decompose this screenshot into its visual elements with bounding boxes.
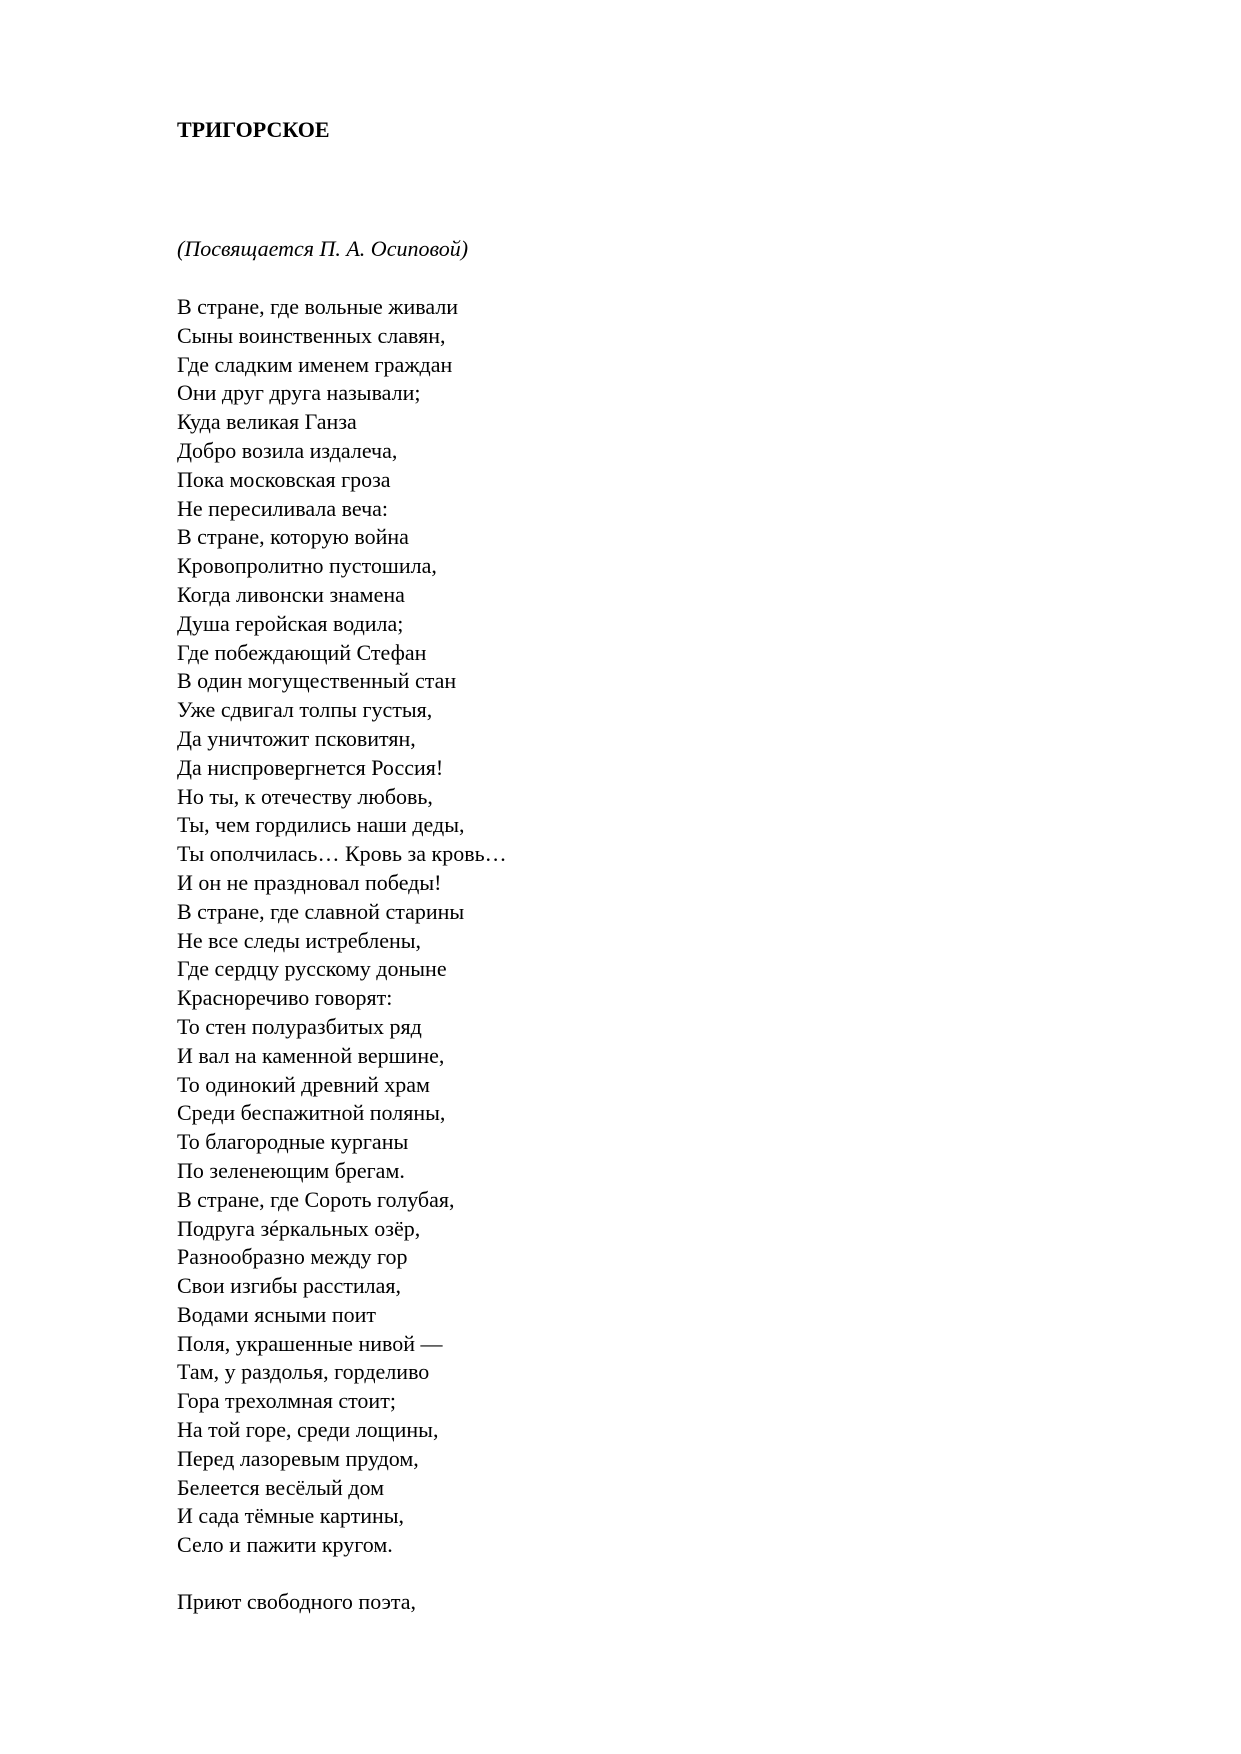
- poem-line: По зеленеющим брегам.: [177, 1157, 405, 1183]
- poem-line: Там, у раздолья, горделиво: [177, 1359, 430, 1385]
- poem-line: На той горе, среди лощины,: [177, 1417, 439, 1443]
- poem-line: Сыны воинственных славян,: [177, 322, 446, 348]
- poem-line: В стране, которую война: [177, 524, 409, 550]
- poem-line: Уже сдвигал толпы густыя,: [177, 697, 433, 723]
- poem-line: То благородные курганы: [177, 1129, 409, 1155]
- poem-line: И он не праздновал победы!: [177, 869, 442, 895]
- poem-line: И вал на каменной вершине,: [177, 1042, 445, 1068]
- poem-line: Когда ливонски знамена: [177, 581, 405, 607]
- poem-line: Но ты, к отечеству любовь,: [177, 783, 433, 809]
- poem-line: И сада тёмные картины,: [177, 1503, 405, 1529]
- poem-line: То стен полуразбитых ряд: [177, 1013, 422, 1039]
- poem-line: Не пересиливала веча:: [177, 495, 389, 521]
- poem-line: Свои изгибы расстилая,: [177, 1273, 401, 1299]
- poem-line: В стране, где вольные живали: [177, 294, 459, 319]
- poem-line: Душа геройская водила;: [177, 610, 404, 636]
- poem-dedication: (Посвящается П. А. Осиповой): [177, 236, 469, 261]
- poem-line: Подруга зéркальных озёр,: [177, 1215, 421, 1241]
- poem-title: ТРИГОРСКОЕ: [177, 117, 330, 142]
- poem-line: Водами ясными поит: [177, 1301, 376, 1327]
- poem-line: Пока московская гроза: [177, 466, 391, 492]
- poem-line: В стране, где славной старины: [177, 898, 465, 924]
- poem-line: Где побеждающий Стефан: [177, 639, 427, 665]
- poem-line: Да ниспровергнется Россия!: [177, 754, 444, 780]
- poem-line: В стране, где Сороть голубая,: [177, 1186, 455, 1212]
- poem-line: Ты ополчилась… Кровь за кровь…: [177, 841, 507, 867]
- poem-line: Разнообразно между гор: [177, 1244, 408, 1270]
- poem-line: Добро возила издалеча,: [177, 437, 398, 463]
- poem-line: Да уничтожит псковитян,: [177, 725, 416, 751]
- poem-line: Приют свободного поэта,: [177, 1589, 417, 1614]
- poem-line: Где сердцу русскому доныне: [177, 956, 447, 982]
- poem-line: Кровопролитно пустошила,: [177, 553, 437, 579]
- poem-line: Село и пажити кругом.: [177, 1532, 393, 1558]
- poem-line: Красноречиво говорят:: [177, 985, 393, 1011]
- poem-line: Белеется весёлый дом: [177, 1474, 385, 1500]
- poem-line: Перед лазоревым прудом,: [177, 1445, 419, 1471]
- poem-line: Среди беспажитной поляны,: [177, 1100, 446, 1126]
- poem-line: В один могущественный стан: [177, 668, 457, 694]
- poem-line: Не все следы истреблены,: [177, 927, 422, 953]
- stanza-1: [177, 293, 507, 1560]
- stanza-2: [177, 1588, 416, 1617]
- poem-line: Ты, чем гордились наши деды,: [177, 812, 465, 838]
- poem-line: Поля, украшенные нивой —: [177, 1330, 443, 1356]
- poem-line: Где сладким именем граждан: [177, 351, 453, 377]
- poem-line: Гора трехолмная стоит;: [177, 1388, 396, 1414]
- poem-line: Они друг друга называли;: [177, 380, 421, 406]
- poem-line: Куда великая Ганза: [177, 409, 357, 435]
- poem-line: То одинокий древний храм: [177, 1071, 430, 1097]
